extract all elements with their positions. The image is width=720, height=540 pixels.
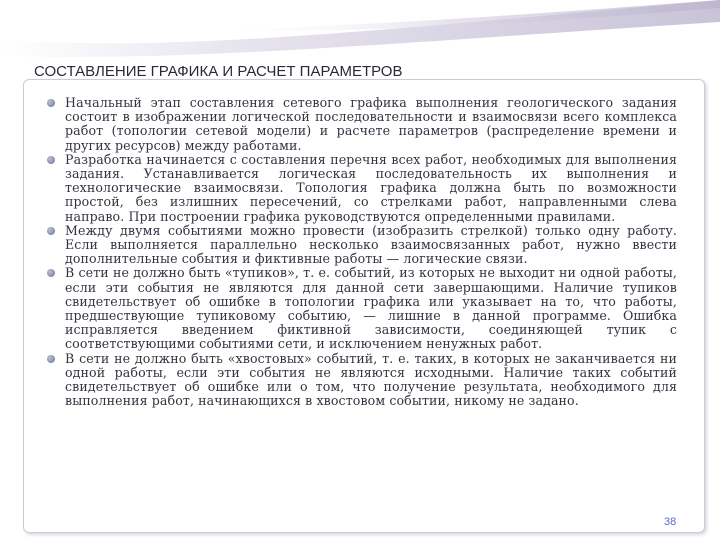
bullet-text: Между двумя событиями можно провести (изобразить стрелкой) только одну работу. Если выполняется параллельно несколько взаимосвязанных работ, нужно ввести дополнительные события и фиктивные работы — логические связи. <box>65 222 677 267</box>
bullet-item <box>45 224 677 267</box>
bullet-text: В сети не должно быть «хвостовых» событий, т. е. таких, в которых не заканчивается ни одной работы, если эти события не являются исходными. Наличие таких событий свидетельствует об ошибке или о том, что получение результата, необходимого для выполнения работ, начинающихся в хвостовом событии, никому не задано. <box>65 350 677 409</box>
bullet-icon <box>47 156 55 164</box>
bullet-item <box>45 96 677 153</box>
bullet-list <box>45 96 677 408</box>
bullet-item <box>45 153 677 224</box>
bullet-item <box>45 352 677 409</box>
bullet-icon <box>47 355 55 363</box>
bullet-text: Начальный этап составления сетевого графика выполнения геологического задания состоит в изображении логической последовательности и взаимосвязи всего комплекса работ (топологии сетевой модели) и расчете параметров (распределение времени и других ресурсов) между работами. <box>65 95 677 153</box>
bullet-icon <box>47 227 55 235</box>
bullet-icon <box>47 269 55 277</box>
bullet-icon <box>47 99 55 107</box>
bullet-item <box>45 266 677 351</box>
bullet-text: Разработка начинается с составления перечня всех работ, необходимых для выполнения задания. Устанавливается логическая последовательность их выполнения и технологические взаимосвязи. Топология графика должна быть по возможности простой, без излишних пересечений, со стрелками работ, направленными слева направо. При построении графика руководствуются определенными правилами. <box>65 151 677 224</box>
page-number: 38 <box>664 516 677 528</box>
bullet-text: В сети не должно быть «тупиков», т. е. событий, из которых не выходит ни одной работы, если эти события не являются для данной сети завершающими. Наличие тупиков свидетельствует об ошибке в топологии графика или указывает на то, что работы, предшествующие тупиковому событию, — лишние в данной программе. Ошибка исправляется введением фиктивной зависимости, соединяющей тупик с соответствующими событиями сети, и исключением ненужных работ. <box>65 265 677 352</box>
slide-title: СОСТАВЛЕНИЕ ГРАФИКА И РАСЧЕТ ПАРАМЕТРОВ <box>34 63 403 80</box>
